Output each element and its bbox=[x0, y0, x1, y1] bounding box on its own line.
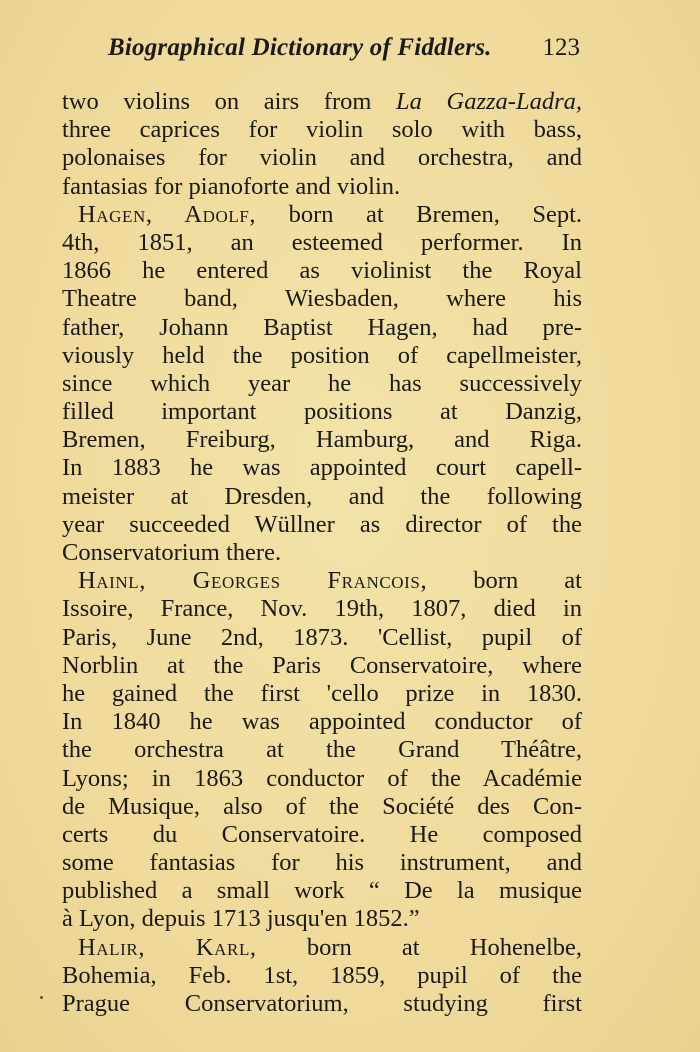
text-line: Norblin at the Paris Conservatoire, where bbox=[62, 651, 582, 679]
text-line: meister at Dresden, and the following bbox=[62, 482, 582, 510]
text-run: born at bbox=[427, 567, 582, 595]
text-line: Bremen, Freiburg, Hamburg, and Riga. bbox=[62, 426, 582, 454]
page-number: 123 bbox=[542, 34, 580, 61]
text-line: In 1883 he was appointed court capell- bbox=[62, 454, 582, 482]
text-line: the orchestra at the Grand Théâtre, bbox=[62, 736, 582, 764]
margin-speck bbox=[40, 996, 43, 999]
text-line: certs du Conservatoire. He composed bbox=[62, 820, 582, 848]
entry-name: Hainl, Georges Francois, bbox=[78, 567, 428, 595]
text-line: Bohemia, Feb. 1st, 1859, pupil of the bbox=[62, 961, 582, 989]
text-run: born at Bremen, Sept. bbox=[256, 200, 582, 228]
text-line: Prague Conservatorium, studying first bbox=[62, 990, 582, 1017]
entry-name: Halir, Karl, bbox=[78, 933, 257, 961]
entry-name: Hagen, Adolf, bbox=[78, 200, 257, 228]
text-line: Theatre band, Wiesbaden, where his bbox=[62, 285, 582, 313]
text-line: In 1840 he was appointed conductor of bbox=[62, 708, 582, 736]
text-line: year succeeded Wüllner as director of the bbox=[62, 510, 582, 538]
entry-first-line bbox=[62, 201, 582, 229]
text-line: viously held the position of capellmeister, bbox=[62, 341, 582, 369]
text-run: two violins on airs from bbox=[62, 88, 397, 115]
text-line: polonaises for violin and orchestra, and bbox=[62, 144, 582, 172]
text-line: à Lyon, depuis 1713 jusqu'en 1852.” bbox=[62, 905, 420, 933]
text-line bbox=[62, 88, 582, 116]
italic-title: La Gazza-Ladra, bbox=[396, 88, 582, 115]
running-head bbox=[108, 34, 580, 74]
text-body bbox=[62, 88, 582, 1018]
entry-first-line bbox=[62, 934, 582, 962]
text-line: Issoire, France, Nov. 19th, 1807, died in bbox=[62, 595, 582, 623]
text-line: de Musique, also of the Société des Con- bbox=[62, 792, 582, 820]
text-line: filled important positions at Danzig, bbox=[62, 398, 582, 426]
text-line: Lyons; in 1863 conductor of the Académie bbox=[62, 764, 582, 792]
text-line: 4th, 1851, an esteemed performer. In bbox=[62, 228, 582, 256]
text-line: published a small work “ De la musique bbox=[62, 877, 582, 905]
text-line: 1866 he entered as violinist the Royal bbox=[62, 257, 582, 285]
text-line: he gained the first 'cello prize in 1830. bbox=[62, 679, 582, 707]
running-head-title: Biographical Dictionary of Fiddlers. bbox=[108, 34, 492, 61]
text-line: three caprices for violin solo with bass, bbox=[62, 116, 582, 144]
text-run: born at Hohenelbe, bbox=[256, 933, 583, 961]
text-line: father, Johann Baptist Hagen, had pre- bbox=[62, 313, 582, 341]
entry-first-line bbox=[62, 567, 582, 595]
text-line: fantasias for pianoforte and violin. bbox=[62, 172, 401, 200]
text-line: some fantasias for his instrument, and bbox=[62, 849, 582, 877]
text-line: Paris, June 2nd, 1873. 'Cellist, pupil of bbox=[62, 623, 582, 651]
text-line: Conservatorium there. bbox=[62, 539, 282, 566]
text-line: since which year he has successively bbox=[62, 369, 582, 397]
